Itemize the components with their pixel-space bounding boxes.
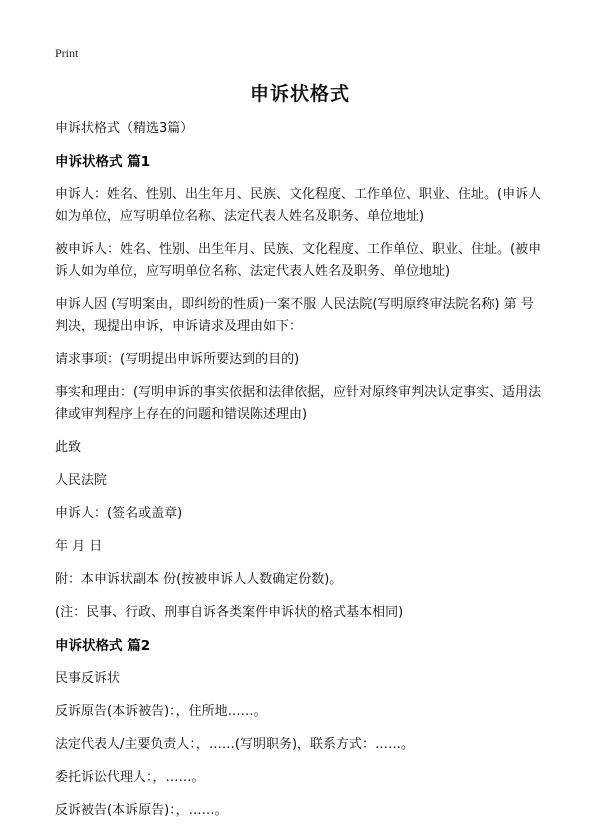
paragraph: (注：民事、行政、刑事自诉各类案件申诉状的格式基本相同) [55,605,404,620]
section-heading-2: 申诉状格式 篇2 [55,638,151,654]
paragraph: 申诉人：姓名、性别、出生年月、民族、文化程度、工作单位、职业、住址。(申诉人如为单位，应写明单位名称、法定代表人姓名及职务、单位地址) [55,187,542,224]
intro-line: 申诉状格式（精选3篇） [55,121,194,136]
paragraph: 请求事项：(写明提出申诉所要达到的目的) [55,352,300,367]
print-label: Print [55,46,79,60]
paragraph: 反诉原告(本诉被告)：，住所地……。 [55,704,267,719]
paragraph: 被申诉人：姓名、性别、出生年月、民族、文化程度、工作单位、职业、住址。(被申诉人如为单位，应写明单位名称、法定代表人姓名及职务、单位地址) [55,242,542,279]
paragraph: 民事反诉状 [55,671,121,686]
paragraph: 委托诉讼代理人：，……。 [55,770,205,785]
paragraph: 申诉人因 (写明案由，即纠纷的性质)一案不服 人民法院(写明原终审法院名称) 第 号 判决，现提出申诉，申诉请求及理由如下： [55,297,534,334]
section-heading-1: 申诉状格式 篇1 [55,154,151,170]
paragraph: 反诉被告(本诉原告)：，……。 [55,803,228,818]
page-title: 申诉状格式 [249,83,350,105]
paragraph: 申诉人：(签名或盖章) [55,506,183,521]
paragraph: 附：本申诉状副本 份(按被申诉人人数确定份数)。 [55,572,343,587]
paragraph: 事实和理由：(写明申诉的事实依据和法律依据，应针对原终审判决认定事实、适用法律或审判程序上存在的问题和错误陈述理由) [55,385,542,422]
paragraph: 此致 [55,440,82,455]
paragraph: 法定代表人/主要负责人：，……(写明职务)，联系方式：……。 [55,737,415,752]
document-body [55,118,550,833]
paragraph: 人民法院 [55,473,108,488]
paragraph: 年 月 日 [55,539,103,554]
